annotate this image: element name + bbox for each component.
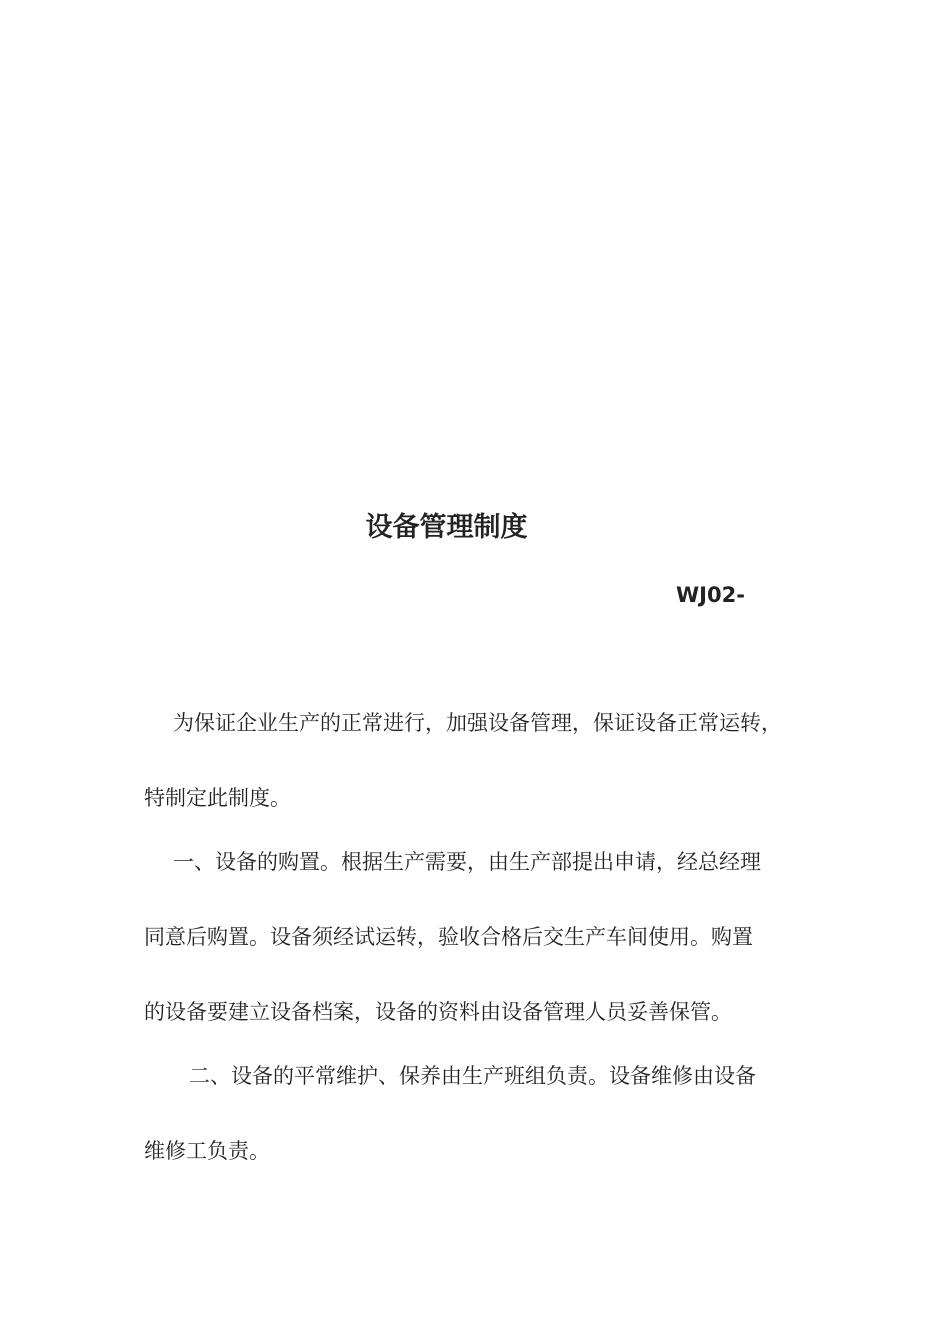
paragraph-line: 二、设备的平常维护、保养由生产班组负责。设备维修由设备 xyxy=(189,1064,756,1088)
document-title: 设备管理制度 xyxy=(365,512,528,543)
paragraph-line: 同意后购置。设备须经试运转，验收合格后交生产车间使用。购置 xyxy=(144,925,753,949)
paragraph-line: 的设备要建立设备档案，设备的资料由设备管理人员妥善保管。 xyxy=(144,1000,732,1024)
paragraph-line: 特制定此制度。 xyxy=(144,786,291,810)
paragraph-line: 维修工负责。 xyxy=(144,1139,270,1163)
paragraph-line: 为保证企业生产的正常进行，加强设备管理，保证设备正常运转， xyxy=(173,711,782,735)
document-number: WJ02- xyxy=(676,583,745,607)
paragraph-line: 一、设备的购置。根据生产需要，由生产部提出申请，经总经理 xyxy=(173,850,761,874)
